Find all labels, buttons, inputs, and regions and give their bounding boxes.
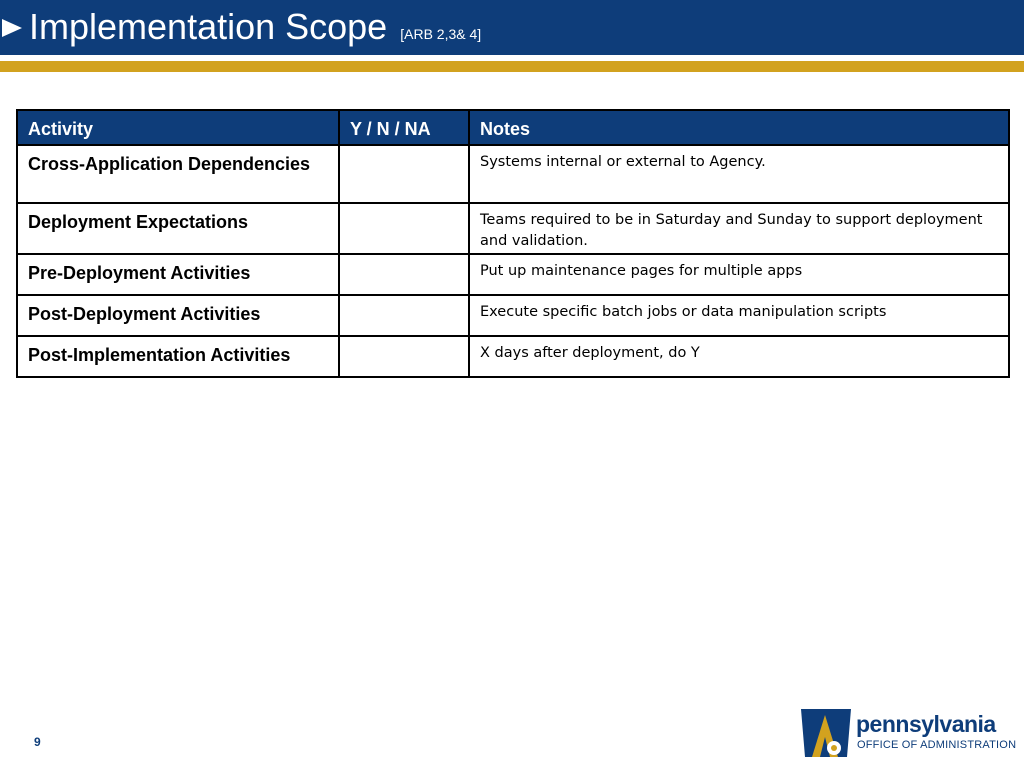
ynna-cell <box>339 295 469 336</box>
table-row <box>17 203 1009 254</box>
activity-cell: Post-Implementation Activities <box>17 336 339 377</box>
activity-cell: Post-Deployment Activities <box>17 295 339 336</box>
ynna-cell <box>339 203 469 254</box>
page-title-tag: [ARB 2,3& 4] <box>400 26 482 42</box>
activity-cell: Cross-Application Dependencies <box>17 145 339 203</box>
column-header-ynna: Y / N / NA <box>339 110 469 145</box>
activity-cell: Deployment Expectations <box>17 203 339 254</box>
ynna-cell <box>339 145 469 203</box>
logo-name: pennsylvania <box>856 711 996 737</box>
page-number: 9 <box>34 735 41 749</box>
notes-cell: Systems internal or external to Agency. <box>469 145 1009 203</box>
gold-divider <box>0 61 1024 72</box>
keystone-logo-icon <box>801 709 851 757</box>
column-header-notes: Notes <box>469 110 1009 145</box>
logo-subtitle: OFFICE OF ADMINISTRATION <box>857 739 1017 751</box>
column-header-activity: Activity <box>17 110 339 145</box>
table-row <box>17 336 1009 377</box>
activity-cell: Pre-Deployment Activities <box>17 254 339 295</box>
ynna-cell <box>339 336 469 377</box>
title-arrow-icon <box>2 19 22 37</box>
table-row <box>17 145 1009 203</box>
ynna-cell <box>339 254 469 295</box>
notes-cell: Put up maintenance pages for multiple apps <box>469 254 1009 295</box>
table-row <box>17 295 1009 336</box>
page-title-text: Implementation Scope <box>29 6 388 47</box>
page-title <box>29 5 481 56</box>
implementation-scope-table <box>16 109 1010 378</box>
notes-cell: Execute specific batch jobs or data manipulation scripts <box>469 295 1009 336</box>
notes-cell: X days after deployment, do Y <box>469 336 1009 377</box>
table-row <box>17 254 1009 295</box>
notes-cell: Teams required to be in Saturday and Sunday to support deployment and validation. <box>469 203 1009 254</box>
pennsylvania-logo <box>801 709 1017 757</box>
